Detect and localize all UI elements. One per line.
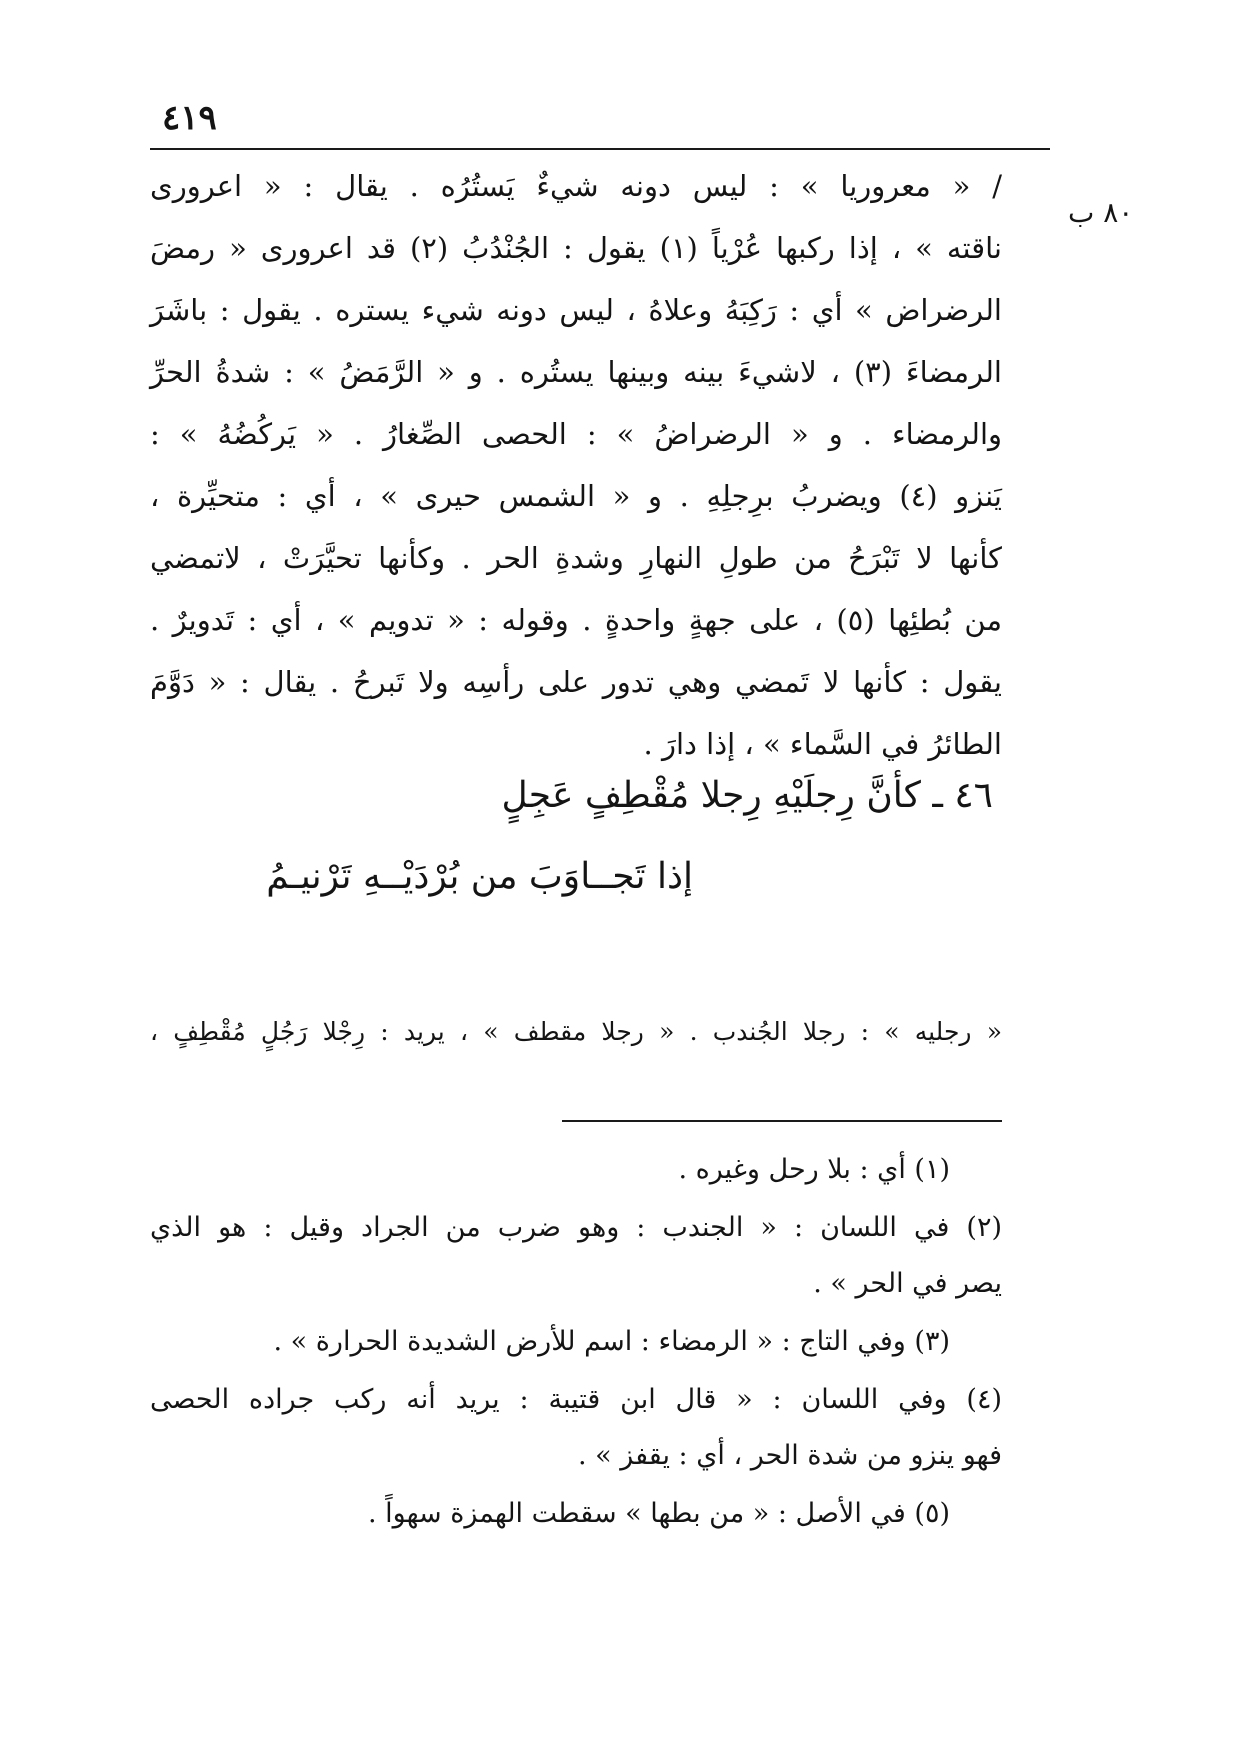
commentary-line: / « معروريا » : ليس دونه شيءٌ يَستُرُه . يقال : « اعرورى xyxy=(150,169,1002,203)
commentary-line: الطائرُ في السَّماء » ، إذا دارَ . xyxy=(643,727,1002,761)
commentary-line: الرضراض » أي : رَكِبَهُ وعلاهُ ، ليس دونه شيء يستره . يقول : باشَرَ xyxy=(150,293,1002,327)
commentary-line: الرمضاءَ (٣) ، لاشيءَ بينه وبينها يستُره . و « الرَّمَضُ » : شدةُ الحرِّ xyxy=(150,355,1002,389)
footnote-4-continuation: فهو ينزو من شدة الحر ، أي : يقفز » . xyxy=(577,1440,1002,1471)
verse-gloss: « رجليه » : رجلا الجُندب . « رجلا مقطف » ، يريد : رِجْلا رَجُلٍ مُقْطِفٍ ، xyxy=(150,1017,1002,1046)
footnote-2-continuation: يصر في الحر » . xyxy=(813,1268,1002,1299)
commentary-line: كأنها لا تَبْرَحُ من طولِ النهارِ وشدةِ الحر . وكأنها تحيَّرَتْ ، لاتمضي xyxy=(150,541,1002,575)
footnote-rule xyxy=(562,1120,1002,1122)
manuscript-folio-note: ٨٠ ب xyxy=(1068,196,1134,229)
footnote-3: (٣) وفي التاج : « الرمضاء : اسم للأرض الشديدة الحرارة » . xyxy=(273,1326,950,1357)
page-number: ٤١٩ xyxy=(162,98,217,138)
header-rule xyxy=(150,148,1050,150)
commentary-line: والرمضاء . و « الرضراضُ » : الحصى الصِّغارُ . « يَركُضُهُ » : xyxy=(150,417,1002,451)
commentary-line: ناقته » ، إذا ركبها عُرْياً (١) يقول : الجُنْدُبُ (٢) قد اعرورى « رمضَ xyxy=(150,231,1002,265)
footnote-4: (٤) وفي اللسان : « قال ابن قتيبة : يريد أنه ركب جراده الحصى xyxy=(150,1384,1002,1415)
footnote-2: (٢) في اللسان : « الجندب : وهو ضرب من الجراد وقيل : هو الذي xyxy=(150,1212,1002,1243)
commentary-line: من بُطئِها (٥) ، على جهةٍ واحدةٍ . وقوله : « تدويم » ، أي : تَدويرٌ . xyxy=(150,603,1002,637)
verse-first-hemistich: ٤٦ ـ كأنَّ رِجلَيْهِ رِجلا مُقْطِفٍ عَجِلٍ xyxy=(501,775,993,816)
footnote-1: (١) أي : بلا رحل وغيره . xyxy=(678,1154,950,1185)
commentary-line: يقول : كأنها لا تَمضي وهي تدور على رأسِه ولا تَبرحُ . يقال : « دَوَّمَ xyxy=(150,665,1002,699)
commentary-line: يَنزو (٤) ويضربُ برِجلِهِ . و « الشمس حيرى » ، أي : متحيِّرة ، xyxy=(150,479,1002,513)
verse-second-hemistich: إذا تَجــاوَبَ من بُرْدَيْــهِ تَرْنيـمُ xyxy=(266,856,693,897)
footnote-5: (٥) في الأصل : « من بطها » سقطت الهمزة سهواً . xyxy=(367,1498,950,1529)
